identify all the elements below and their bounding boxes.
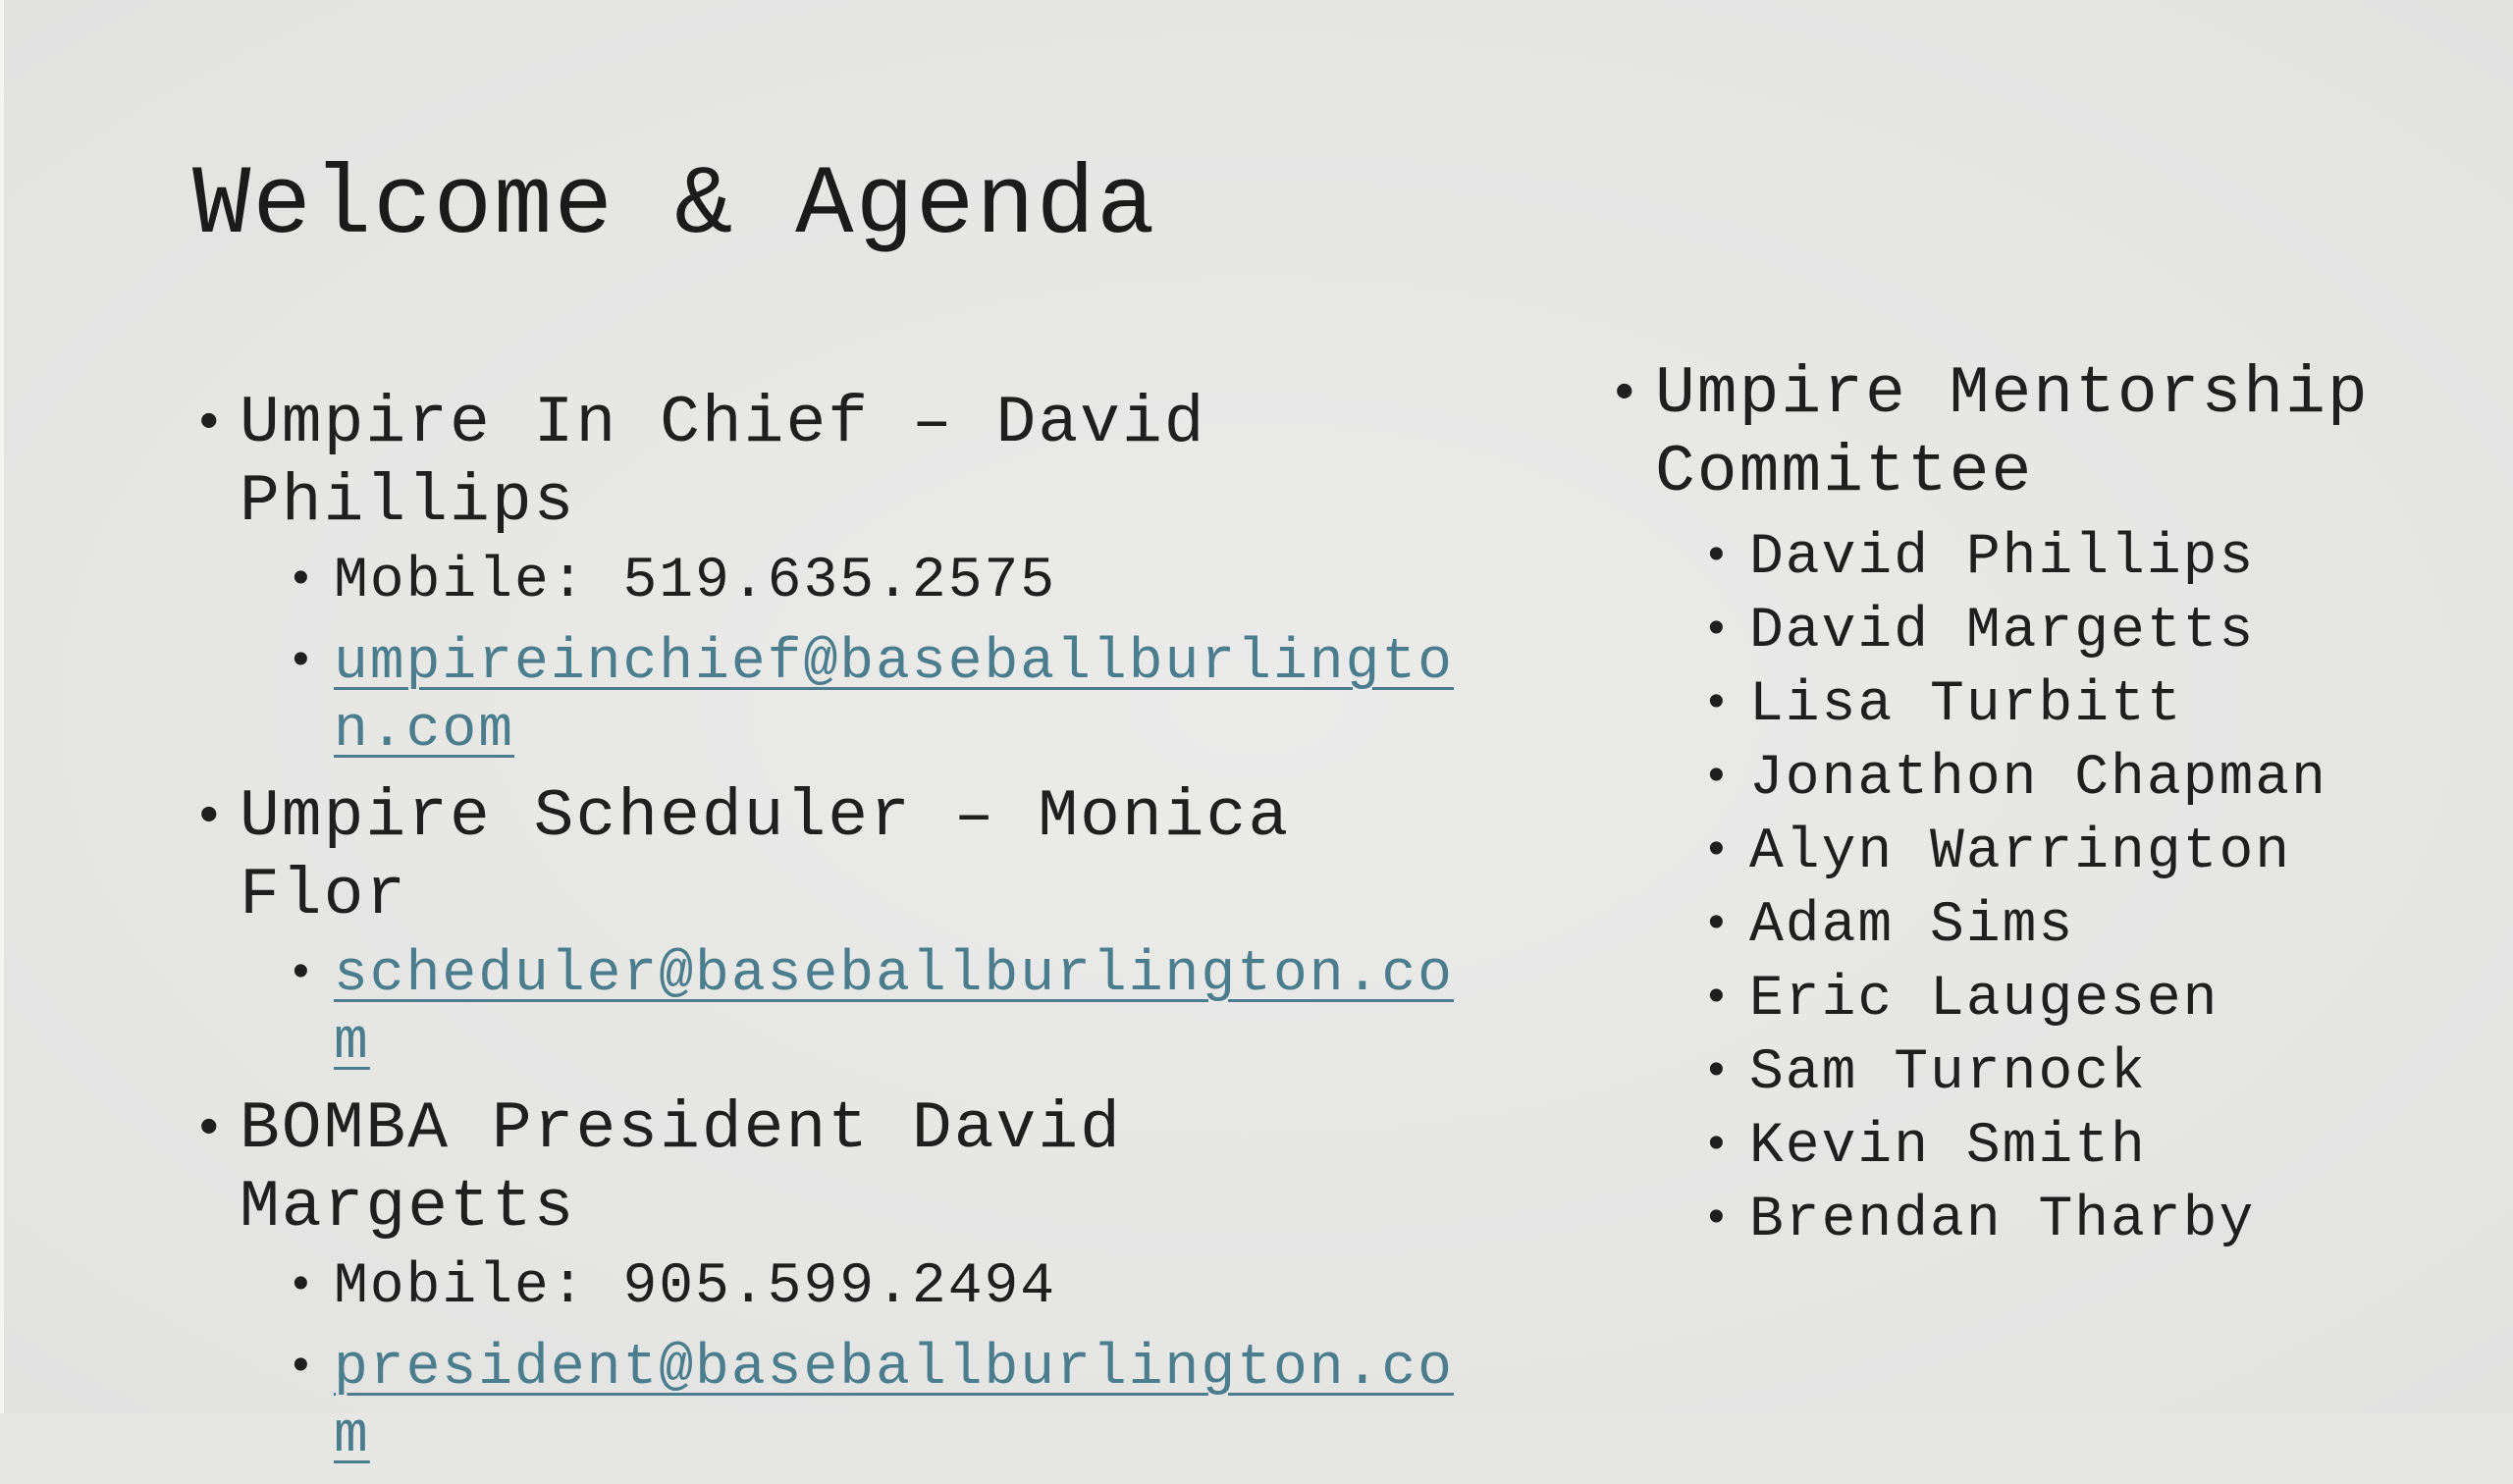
committee-member [1702,892,2491,960]
committee-member [1702,745,2491,813]
sub-item-email [287,941,1469,1077]
list-item-bomba-president [192,1090,1469,1470]
sub-item-email [287,1335,1469,1470]
bullet-icon: • [1702,605,1733,658]
right-bullet-list [1608,355,2491,1254]
list-item-label: Umpire Mentorship Committee [1655,356,2370,510]
committee-member [1702,1113,2491,1181]
member-name: Eric Laugesen [1749,968,2219,1032]
slide-edge [0,0,4,1413]
mobile-number: Mobile: 905.599.2494 [334,1255,1057,1319]
bullet-icon: • [1702,531,1733,584]
sub-item-mobile [287,1253,1469,1321]
bullet-icon: • [1702,1193,1733,1246]
sub-list [287,941,1469,1077]
sub-item-email [287,629,1469,765]
sub-list [287,548,1469,765]
bullet-icon: • [1608,363,1643,426]
member-name: Alyn Warrington [1749,821,2292,884]
sub-item-mobile [287,548,1469,615]
member-name: Kevin Smith [1749,1115,2147,1179]
bullet-icon: • [1702,1046,1733,1099]
member-name: David Phillips [1749,526,2256,590]
slide-title: Welcome & Agenda [192,151,1157,261]
left-bullet-list [192,385,1469,1470]
bullet-icon: • [192,786,228,849]
member-name: Lisa Turbitt [1749,673,2183,737]
committee-member [1702,819,2491,886]
list-item-label: Umpire In Chief – David Phillips [240,386,1206,540]
bullet-icon: • [1702,825,1733,878]
member-name: David Margetts [1749,600,2256,663]
committee-member [1702,598,2491,665]
list-item-mentorship-committee [1608,355,2491,1254]
bullet-icon: • [1702,1120,1733,1173]
list-item-label: Umpire Scheduler – Monica Flor [240,779,1291,933]
bullet-icon: • [287,636,317,689]
bullet-icon: • [192,393,228,455]
bullet-icon: • [287,948,317,1001]
bullet-icon: • [1702,973,1733,1026]
email-link-umpireinchief[interactable]: umpireinchief@baseballburlington.com [334,631,1454,763]
left-column [192,385,1469,1484]
committee-member [1702,524,2491,592]
committee-member [1702,1187,2491,1254]
bullet-icon: • [287,555,317,608]
mobile-number: Mobile: 519.635.2575 [334,550,1057,613]
bullet-icon: • [192,1098,228,1161]
list-item-label: BOMBA President David Margetts [240,1091,1122,1246]
bullet-icon: • [1702,678,1733,731]
list-item-umpire-scheduler [192,778,1469,1077]
member-name: Adam Sims [1749,894,2075,958]
committee-member [1702,671,2491,739]
bullet-icon: • [1702,752,1733,805]
committee-member-list [1702,524,2491,1254]
member-name: Jonathon Chapman [1749,747,2327,811]
committee-member [1702,966,2491,1034]
email-link-president[interactable]: president@baseballburlington.com [334,1337,1454,1468]
right-column [1608,355,2491,1264]
bullet-icon: • [1702,899,1733,952]
list-item-umpire-in-chief [192,385,1469,765]
member-name: Sam Turnock [1749,1041,2147,1105]
sub-list [287,1253,1469,1470]
bullet-icon: • [287,1342,317,1395]
committee-member [1702,1039,2491,1107]
bullet-icon: • [287,1260,317,1313]
email-link-scheduler[interactable]: scheduler@baseballburlington.com [334,943,1454,1075]
member-name: Brendan Tharby [1749,1189,2256,1252]
